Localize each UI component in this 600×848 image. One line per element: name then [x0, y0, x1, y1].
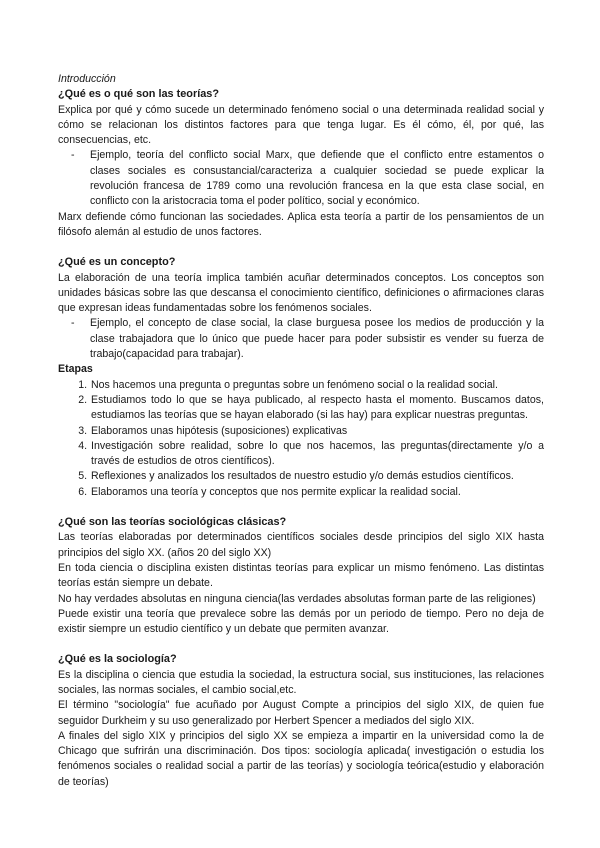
- paragraph: A finales del siglo XIX y principios del siglo XX se empieza a impartir en la universidad como la de Chicago que sufrirán una discriminación. Dos tipos: sociología aplicada( investigación o estudia los fenómenos sociales o realidad social a partir de las teorías) y sociología teórica(estudio y elaboración de teorías): [58, 729, 544, 788]
- section-title-teorias: ¿Qué es o qué son las teorías?: [58, 88, 219, 101]
- section-title-sociologia: ¿Qué es la sociología?: [58, 653, 177, 666]
- paragraph: Puede existir una teoría que prevalece sobre las demás por un periodo de tiempo. Pero no deja de existir siempre un estudio científico y un debate que permiten avanzar.: [58, 607, 544, 636]
- list-item: 6. Elaboramos una teoría y conceptos que nos permite explicar la realidad social.: [90, 485, 544, 500]
- section-title-teorias-clasicas: ¿Qué son las teorías sociológicas clásicas?: [58, 516, 287, 529]
- etapas-list: [58, 378, 544, 500]
- paragraph: El término "sociología" fue acuñado por August Compte a principios del siglo XIX, de quien fue seguidor Durkheim y su uso generalizado por Herbert Spencer a mediados del siglo XIX.: [58, 699, 544, 727]
- list-item: 3. Elaboramos unas hipótesis (suposiciones) explicativas: [90, 424, 544, 439]
- paragraph: Marx defiende cómo funcionan las sociedades. Aplica esta teoría a partir de los pensamientos de un filósofo alemán al estudio de unos factores.: [58, 210, 544, 238]
- section-title-concepto: ¿Qué es un concepto?: [58, 256, 176, 269]
- paragraph: En toda ciencia o disciplina existen distintas teorías para explicar un mismo fenómeno. Las distintas teorías están siempre un debate.: [58, 561, 544, 590]
- paragraph: Las teorías elaboradas por determinados científicos sociales desde principios del siglo XIX hasta principios del siglo XX. (años 20 del siglo XX): [58, 531, 544, 559]
- bullet-list: [58, 316, 544, 362]
- list-item: 1. Nos hacemos una pregunta o preguntas sobre un fenómeno social o la realidad social.: [90, 378, 544, 393]
- etapas-title: Etapas: [58, 363, 93, 376]
- bullet-item: - Ejemplo, teoría del conflicto social Marx, que defiende que el conflicto entre estamentos o clases sociales es consustancial/caracteriza a cualquier sociedad se puede explicar la revolución francesa de 1789 como una revolución francesa en la que esta clase social, en conflicto con la aristocracia toma el poder político, social y económico.: [90, 148, 544, 209]
- intro-label: Introducción: [58, 73, 116, 85]
- list-item: 5. Reflexiones y analizados los resultados de nuestro estudio y/o demás estudios científicos.: [90, 469, 544, 484]
- list-item: 4. Investigación sobre realidad, sobre lo que nos hacemos, las preguntas(directamente y/o a través de estudios de otros científicos).: [90, 439, 544, 470]
- bullet-item: - Ejemplo, el concepto de clase social, la clase burguesa posee los medios de producción y la clase trabajadora que lo único que puede hacer para poder subsistir es vender su fuerza de trabajo(capacidad para trabajar).: [90, 316, 544, 362]
- paragraph: La elaboración de una teoría implica también acuñar determinados conceptos. Los conceptos son unidades básicas sobre las que descansa el conocimiento científico, definiciones o afirmaciones claras que expresan ideas fundamentadas sobre los fenómenos sociales.: [58, 271, 544, 315]
- list-item: 2. Estudiamos todo lo que se haya publicado, al respecto hasta el momento. Buscamos datos, estudiamos las teorías que se hayan elaborado (si las hay) para explicar nuestras preguntas.: [90, 393, 544, 424]
- paragraph: No hay verdades absolutas en ninguna ciencia(las verdades absolutas forman parte de las religiones): [58, 592, 536, 605]
- paragraph: Es la disciplina o ciencia que estudia la sociedad, la estructura social, sus instituciones, las relaciones sociales, las normas sociales, el cambio social,etc.: [58, 668, 544, 696]
- paragraph: Explica por qué y cómo sucede un determinado fenómeno social o una determinada realidad social y cómo se relacionan los distintos factores para que tenga lugar. Es él cómo, él, por qué, las consecuencias, etc.: [58, 103, 544, 147]
- bullet-list: [58, 148, 544, 209]
